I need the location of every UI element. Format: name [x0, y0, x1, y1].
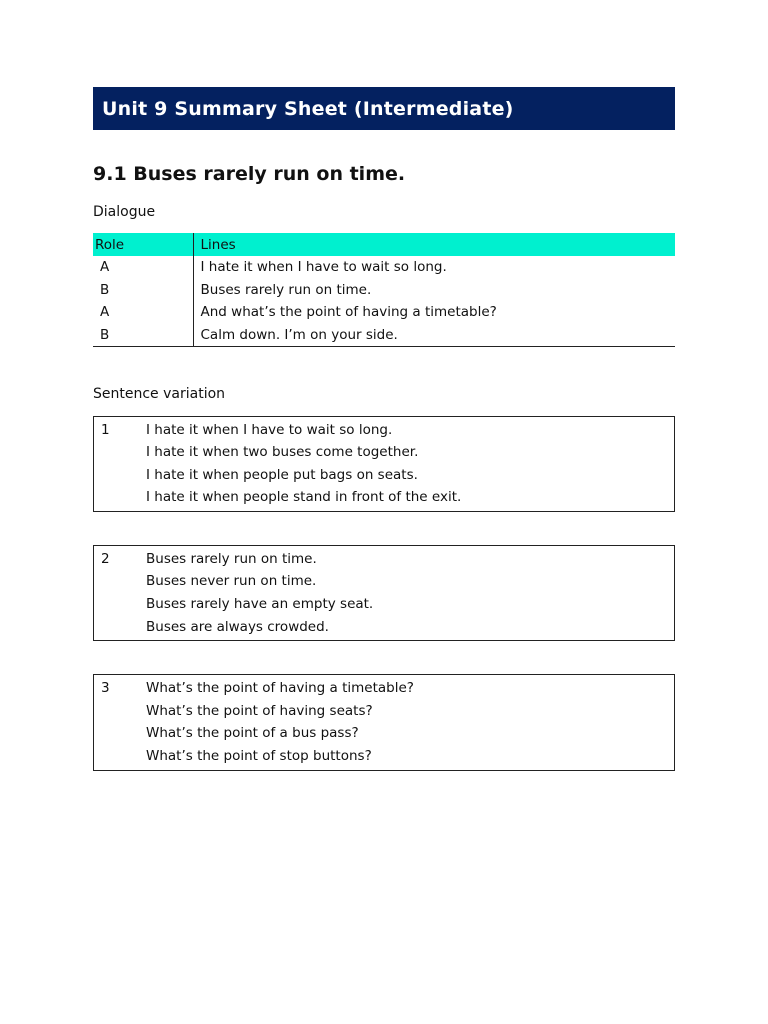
variation-lines — [146, 548, 674, 638]
variation-line: I hate it when I have to wait so long. — [146, 421, 393, 438]
variation-number: 1 — [101, 421, 110, 438]
variation-line: What’s the point of having seats? — [146, 702, 373, 719]
variation-group-1 — [93, 416, 675, 512]
sentence-variation-heading: Sentence variation — [93, 385, 226, 402]
variation-line: What’s the point of having a timetable? — [146, 680, 414, 697]
variation-number: 2 — [101, 550, 110, 567]
line-cell: And what’s the point of having a timetable? — [200, 304, 497, 321]
variation-line: I hate it when people stand in front of the exit. — [146, 489, 462, 506]
table-row — [93, 324, 675, 347]
variation-group-2 — [93, 545, 675, 641]
variation-line: I hate it when people put bags on seats. — [146, 466, 418, 483]
variation-number: 3 — [101, 680, 110, 697]
dialogue-table — [93, 233, 675, 347]
line-cell: I hate it when I have to wait so long. — [200, 259, 447, 276]
variation-line: Buses rarely have an empty seat. — [146, 596, 374, 613]
variation-line: What’s the point of a bus pass? — [146, 725, 359, 742]
variation-line: What’s the point of stop buttons? — [146, 748, 372, 765]
unit-title: Unit 9 Summary Sheet (Intermediate) — [102, 97, 514, 120]
role-cell: A — [93, 301, 193, 324]
unit-title-banner — [93, 87, 675, 130]
variation-line: Buses rarely run on time. — [146, 550, 317, 567]
variation-line: Buses are always crowded. — [146, 618, 329, 635]
variation-lines — [146, 677, 674, 767]
table-row — [93, 301, 675, 324]
variation-group-3 — [93, 674, 675, 770]
table-row — [93, 279, 675, 302]
column-header-role: Role — [93, 233, 193, 256]
role-cell: A — [93, 256, 193, 279]
role-cell: B — [93, 324, 193, 347]
line-cell: Calm down. I’m on your side. — [193, 324, 675, 347]
lesson-title: 9.1 Buses rarely run on time. — [93, 163, 406, 185]
role-cell: B — [93, 279, 193, 302]
dialogue-header-row — [93, 233, 675, 256]
variation-line: I hate it when two buses come together. — [146, 444, 419, 461]
column-header-lines: Lines — [193, 233, 675, 256]
variation-line: Buses never run on time. — [146, 573, 317, 590]
dialogue-heading: Dialogue — [93, 204, 156, 220]
table-row — [93, 256, 675, 279]
line-cell: Buses rarely run on time. — [200, 281, 372, 298]
variation-lines — [146, 419, 674, 509]
summary-sheet — [93, 87, 675, 771]
